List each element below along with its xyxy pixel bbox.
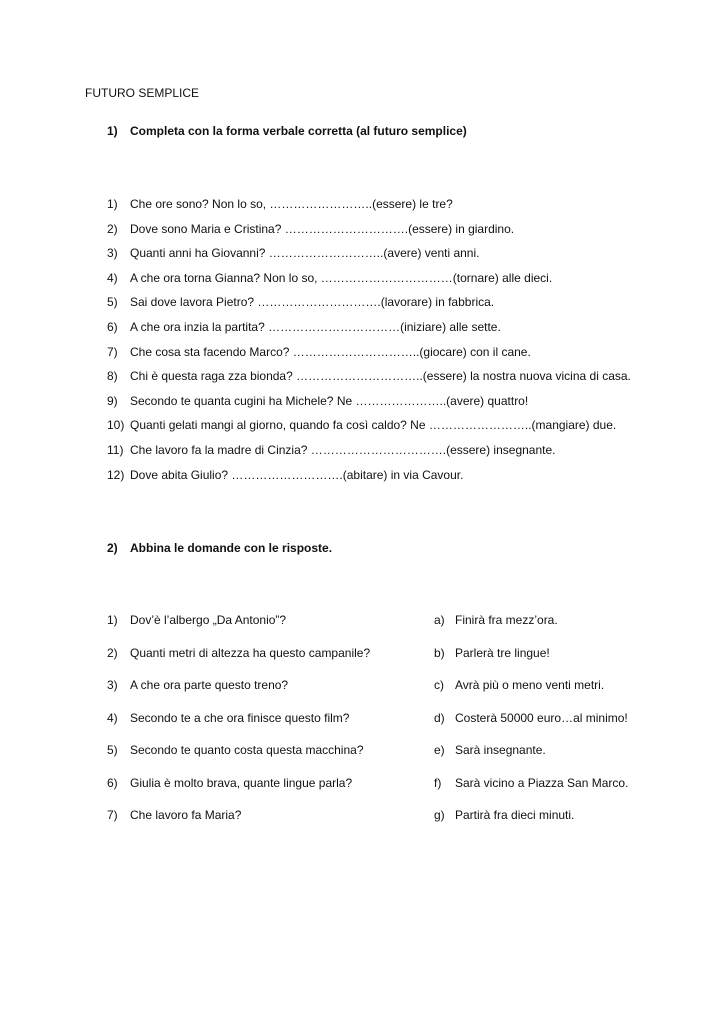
list-item — [107, 270, 631, 295]
answers-list — [434, 612, 628, 840]
question-text: Dov’è l’albergo „Da Antonio”? — [130, 613, 287, 627]
question-item — [107, 807, 370, 840]
item-number: 7) — [107, 344, 118, 359]
answer-text: Avrà più o meno venti metri. — [455, 678, 605, 692]
answer-letter: f) — [434, 775, 442, 790]
list-item — [107, 221, 631, 246]
question-item — [107, 612, 370, 645]
answer-item — [434, 677, 628, 710]
question-item — [107, 742, 370, 775]
item-text: A che ora inzia la partita? ……………………………(iniziare) alle sette. — [130, 319, 501, 334]
item-number: 10) — [107, 418, 125, 433]
item-number: 3) — [107, 246, 118, 261]
answer-item — [434, 807, 628, 840]
answer-text: Partirà fra dieci minuti. — [455, 808, 575, 822]
question-item — [107, 677, 370, 710]
item-text: Quanti gelati mangi al giorno, quando fa così caldo? Ne ……………………..(mangiare) due. — [130, 418, 617, 433]
answer-letter: c) — [434, 678, 444, 692]
item-number: 12) — [107, 467, 125, 482]
section2-heading-text: Abbina le domande con le risposte. — [130, 541, 333, 555]
question-item — [107, 645, 370, 678]
item-number: 11) — [107, 442, 124, 457]
question-text: Secondo te quanto costa questa macchina? — [130, 743, 364, 757]
answer-text: Costerà 50000 euro…al minimo! — [455, 710, 628, 725]
question-item — [107, 775, 370, 808]
item-number: 8) — [107, 369, 118, 384]
item-number: 4) — [107, 270, 118, 285]
question-text: Quanti metri di altezza ha questo campanile? — [130, 645, 371, 660]
item-number: 9) — [107, 393, 118, 408]
question-item — [107, 710, 370, 743]
question-number: 5) — [107, 743, 118, 757]
list-item — [107, 319, 631, 344]
answer-item — [434, 612, 628, 645]
question-number: 6) — [107, 775, 118, 790]
question-text: Giulia è molto brava, quante lingue parla? — [130, 775, 353, 790]
list-item — [107, 467, 631, 492]
question-text: Secondo te a che ora finisce questo film? — [130, 710, 350, 725]
item-text: Che lavoro fa la madre di Cinzia? …………………………….(essere) insegnante. — [130, 442, 556, 457]
answer-letter: a) — [434, 613, 445, 627]
list-item — [107, 294, 631, 319]
list-item — [107, 368, 631, 393]
answer-letter: b) — [434, 645, 445, 660]
answer-text: Finirà fra mezz’ora. — [455, 613, 558, 627]
question-number: 2) — [107, 645, 118, 660]
question-number: 1) — [107, 613, 118, 627]
item-text: Dove abita Giulio? ……………………….(abitare) in via Cavour. — [130, 467, 464, 482]
list-item — [107, 393, 631, 418]
section1-heading-text: Completa con la forma verbale corretta (al futuro semplice) — [130, 124, 467, 138]
item-text: Che cosa sta facendo Marco? …………………………..(giocare) con il cane. — [130, 344, 531, 359]
answer-letter: g) — [434, 808, 445, 822]
answer-item — [434, 710, 628, 743]
section2-number: 2) — [107, 541, 118, 555]
answer-letter: e) — [434, 743, 445, 757]
item-number: 5) — [107, 295, 118, 310]
answer-text: Parlerà tre lingue! — [455, 645, 550, 660]
question-number: 3) — [107, 678, 118, 692]
question-number: 4) — [107, 710, 118, 725]
answer-item — [434, 775, 628, 808]
item-number: 1) — [107, 197, 118, 211]
item-text: Quanti anni ha Giovanni? ………………………..(avere) venti anni. — [130, 246, 480, 261]
section1-number: 1) — [107, 124, 118, 138]
question-text: A che ora parte questo treno? — [130, 678, 289, 692]
list-item — [107, 245, 631, 270]
section2-heading — [107, 541, 332, 555]
questions-list — [107, 612, 370, 840]
item-number: 2) — [107, 221, 118, 236]
question-number: 7) — [107, 808, 118, 822]
item-text: Secondo te quanta cugini ha Michele? Ne …………………..(avere) quattro! — [130, 393, 529, 408]
item-number: 6) — [107, 319, 118, 334]
list-item — [107, 196, 631, 221]
list-item — [107, 417, 631, 442]
item-text: Chi è questa raga zza bionda? …………………………..(essere) la nostra nuova vicina di casa. — [130, 369, 631, 384]
answer-letter: d) — [434, 710, 445, 725]
answer-item — [434, 645, 628, 678]
page-title: FUTURO SEMPLICE — [85, 86, 200, 100]
answer-text: Sarà vicino a Piazza San Marco. — [455, 775, 629, 790]
list-item — [107, 442, 631, 467]
answer-item — [434, 742, 628, 775]
list-item — [107, 344, 631, 369]
item-text: Sai dove lavora Pietro? ………………………….(lavorare) in fabbrica. — [130, 295, 495, 310]
exercise1-list — [107, 196, 631, 491]
question-text: Che lavoro fa Maria? — [130, 808, 242, 822]
item-text: Che ore sono? Non lo so, ……………………..(essere) le tre? — [130, 197, 453, 211]
section1-heading — [107, 124, 467, 138]
item-text: A che ora torna Gianna? Non lo so, ……………………………(tornare) alle dieci. — [130, 270, 553, 285]
answer-text: Sarà insegnante. — [455, 743, 546, 757]
item-text: Dove sono Maria e Cristina? ………………………….(essere) in giardino. — [130, 221, 515, 236]
